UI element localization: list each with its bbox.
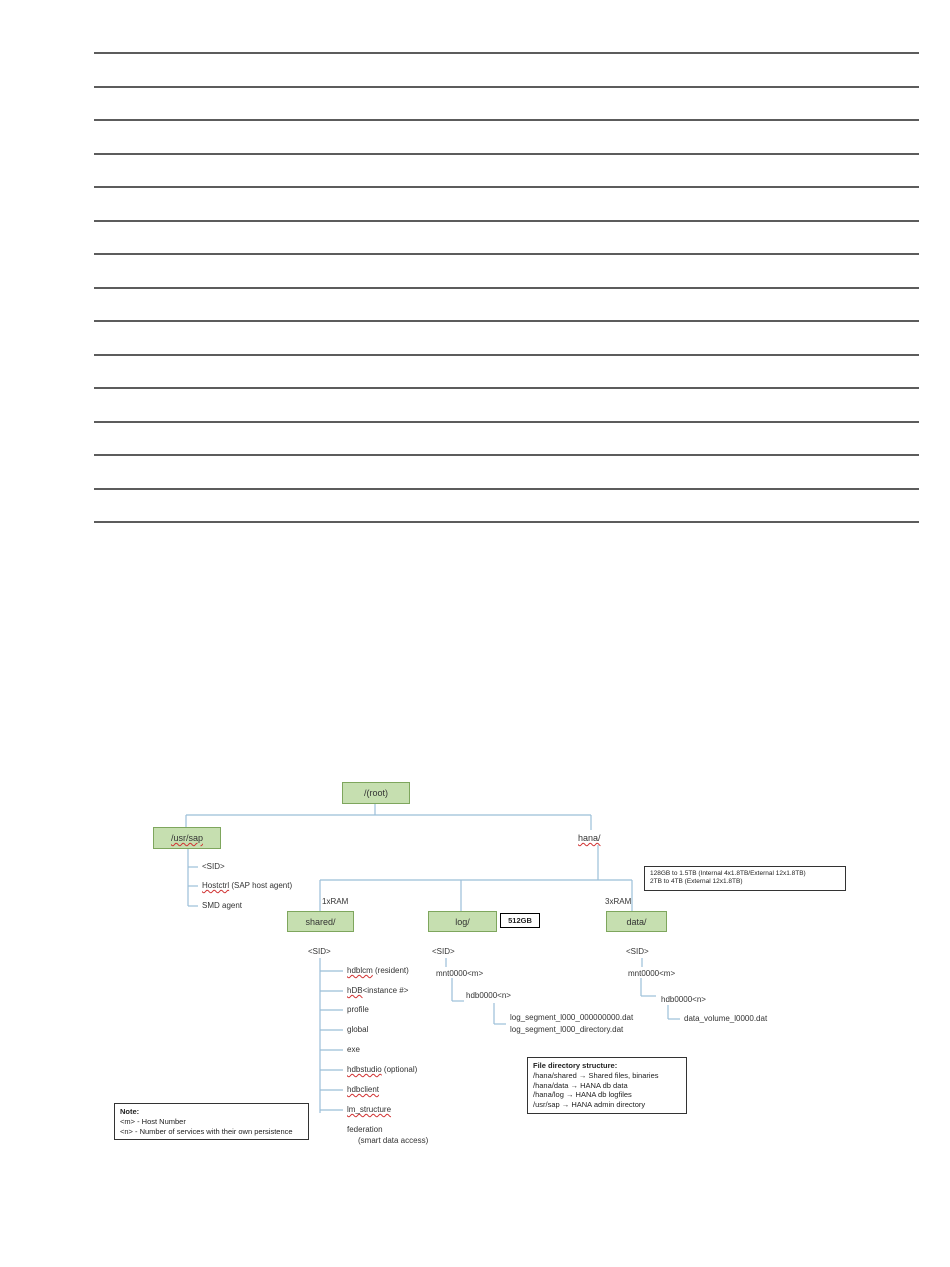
structure-line: /hana/log → HANA db logfiles <box>533 1090 632 1100</box>
federation-note: (smart data access) <box>358 1136 429 1145</box>
shared-sid: <SID> <box>308 947 331 956</box>
log-mnt: mnt0000<m> <box>436 969 484 978</box>
data-hdb: hdb0000<n> <box>661 995 706 1004</box>
data-mnt: mnt0000<m> <box>628 969 676 978</box>
usr-sap-child: <SID> <box>202 862 225 871</box>
data-box: data/ <box>606 911 667 932</box>
structure-box <box>527 1057 687 1114</box>
root-label: /(root) <box>363 788 388 798</box>
data-file: data_volume_l0000.dat <box>684 1014 768 1023</box>
shared-box: shared/ <box>287 911 354 932</box>
shared-child: lm_structure <box>347 1105 392 1114</box>
log-size-tag: 512GB <box>500 913 540 928</box>
log-hdb: hdb0000<n> <box>466 991 511 1000</box>
shared-child: hdblcm (resident) <box>347 966 409 975</box>
usr-sap-box <box>153 827 221 849</box>
log-sid: <SID> <box>432 947 455 956</box>
shared-child: profile <box>347 1005 369 1014</box>
shared-child: hDB<instance #> <box>347 986 409 995</box>
note-line: <m> - Host Number <box>120 1116 186 1126</box>
structure-line: /hana/shared → Shared files, binaries <box>533 1070 659 1080</box>
structure-box-title: File directory structure: <box>533 1061 618 1070</box>
shared-child: hdbclient <box>347 1085 380 1094</box>
shared-child: global <box>347 1025 369 1034</box>
hana-label: hana/ <box>578 833 601 843</box>
usr-sap-child: SMD agent <box>202 901 243 910</box>
shared-child: hdbstudio (optional) <box>347 1065 418 1074</box>
usr-sap-child: Hostctrl (SAP host agent) <box>202 881 293 890</box>
capacity-box: 128GB to 1.5TB (Internal 4x1.8TB/External 12x1.8TB) 2TB to 4TB (External 12x1.8TB) <box>644 866 846 891</box>
note-box-title: Note: <box>120 1107 140 1116</box>
log-file: log_segment_l000_directory.dat <box>510 1025 624 1034</box>
structure-line: /usr/sap → HANA admin directory <box>533 1100 646 1109</box>
log-file: log_segment_l000_000000000.dat <box>510 1013 634 1022</box>
note-box <box>114 1103 309 1140</box>
shared-child: exe <box>347 1045 360 1054</box>
log-box: log/ <box>428 911 497 932</box>
usr-sap-label: /usr/sap <box>170 833 203 843</box>
shared-ram-label: 1xRAM <box>322 897 349 906</box>
data-ram-label: 3xRAM <box>605 897 632 906</box>
shared-child: federation <box>347 1125 383 1134</box>
note-line: <n> - Number of services with their own persistence <box>120 1126 293 1136</box>
root-box <box>342 782 410 804</box>
structure-line: /hana/data → HANA db data <box>533 1080 628 1090</box>
data-sid: <SID> <box>626 947 649 956</box>
